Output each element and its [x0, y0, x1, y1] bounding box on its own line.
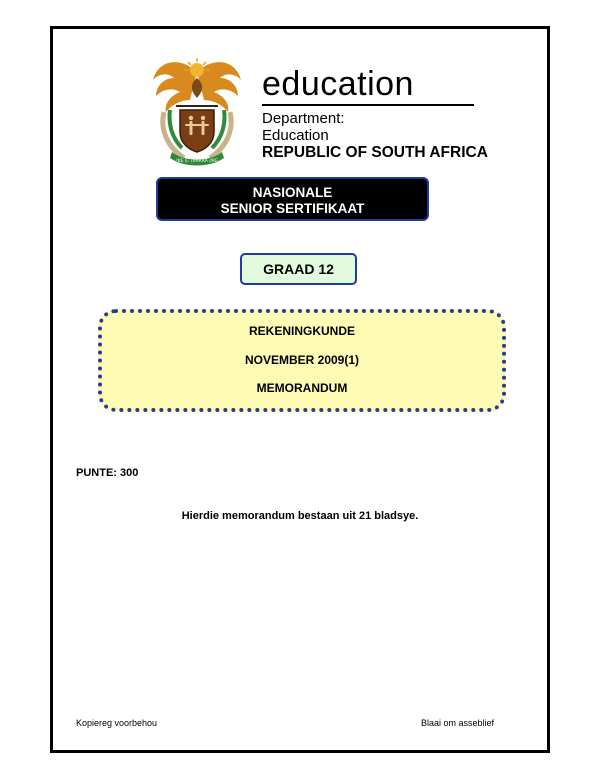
total-marks: PUNTE: 300	[76, 467, 139, 479]
exam-session: NOVEMBER 2009(1)	[244, 353, 360, 367]
department-block	[262, 110, 488, 161]
footer-turn-over: Blaai om asseblief	[421, 718, 495, 728]
dept-line-1: Department:	[262, 110, 345, 127]
exam-banner	[156, 177, 429, 221]
subject-title: REKENINGKUNDE	[248, 324, 355, 338]
dept-line-3: REPUBLIC OF SOUTH AFRICA	[262, 144, 488, 161]
footer-copyright: Kopiereg voorbehou	[76, 718, 158, 728]
logo-wordmark: education	[262, 65, 414, 103]
logo-rule	[262, 104, 474, 106]
dept-line-2: Education	[262, 127, 329, 144]
exam-banner-line-2: SENIOR SERTIFIKAAT	[220, 201, 365, 216]
grade-box: GRAAD 12	[240, 253, 357, 285]
exam-banner-line-1: NASIONALE	[252, 185, 333, 200]
document-type: MEMORANDUM	[256, 381, 348, 395]
page-count-note: Hierdie memorandum bestaan uit 21 bladsye.	[181, 510, 419, 522]
coat-of-arms-logo	[150, 54, 244, 169]
svg-text:!KE E: /XARRA //KE: !KE E: /XARRA //KE	[176, 159, 218, 164]
subject-box	[98, 309, 506, 412]
